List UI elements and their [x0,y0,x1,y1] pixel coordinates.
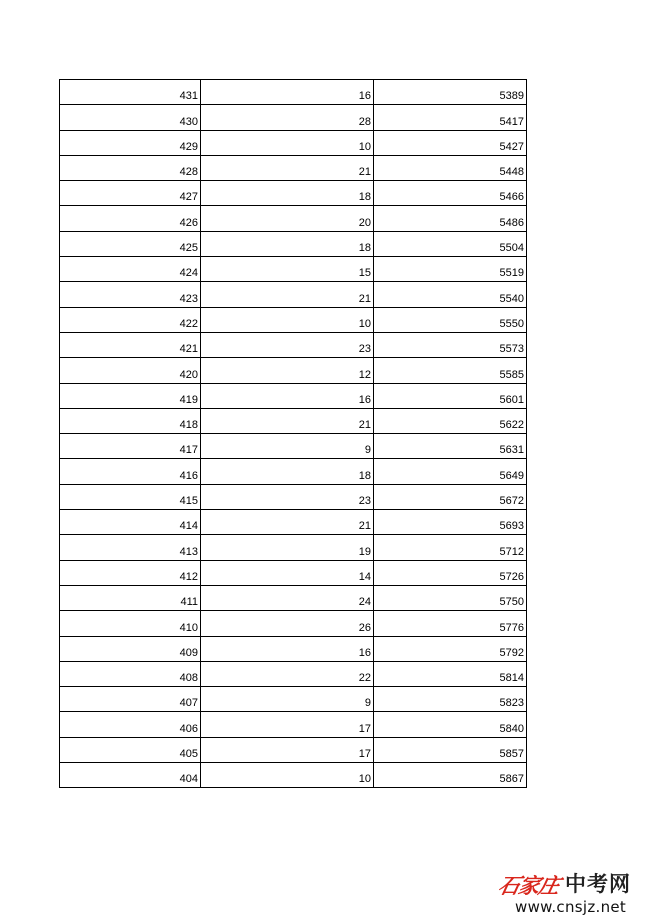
table-row [60,687,527,712]
table-row [60,434,527,459]
score-cell: 416 [60,459,201,484]
score-cell: 418 [60,408,201,433]
count-cell: 10 [201,130,374,155]
cumulative-cell: 5814 [374,661,527,686]
count-cell: 19 [201,535,374,560]
count-cell: 16 [201,636,374,661]
table-row [60,636,527,661]
table-row [60,712,527,737]
table-row [60,80,527,105]
cumulative-cell: 5417 [374,105,527,130]
cumulative-cell: 5672 [374,484,527,509]
score-cell: 425 [60,231,201,256]
table-row [60,130,527,155]
cumulative-cell: 5750 [374,585,527,610]
score-cell: 424 [60,257,201,282]
table-row [60,155,527,180]
count-cell: 21 [201,510,374,535]
score-cell: 420 [60,358,201,383]
count-cell: 28 [201,105,374,130]
cumulative-cell: 5540 [374,282,527,307]
count-cell: 24 [201,585,374,610]
table-row [60,332,527,357]
score-cell: 412 [60,560,201,585]
count-cell: 12 [201,358,374,383]
score-cell: 408 [60,661,201,686]
cumulative-cell: 5504 [374,231,527,256]
score-cell: 427 [60,181,201,206]
score-cell: 407 [60,687,201,712]
cumulative-cell: 5519 [374,257,527,282]
watermark-script-text: 石家庄 [496,873,562,898]
cumulative-cell: 5712 [374,535,527,560]
table-row [60,661,527,686]
count-cell: 21 [201,155,374,180]
cumulative-cell: 5823 [374,687,527,712]
count-cell: 21 [201,282,374,307]
count-cell: 9 [201,434,374,459]
table-row [60,383,527,408]
score-cell: 409 [60,636,201,661]
cumulative-cell: 5389 [374,80,527,105]
cumulative-cell: 5792 [374,636,527,661]
score-cell: 422 [60,307,201,332]
table-row [60,307,527,332]
table-row [60,257,527,282]
score-cell: 419 [60,383,201,408]
count-cell: 17 [201,737,374,762]
cumulative-cell: 5622 [374,408,527,433]
count-cell: 16 [201,80,374,105]
table-row [60,611,527,636]
cumulative-cell: 5840 [374,712,527,737]
score-cell: 414 [60,510,201,535]
score-cell: 431 [60,80,201,105]
cumulative-cell: 5448 [374,155,527,180]
cumulative-cell: 5427 [374,130,527,155]
count-cell: 23 [201,332,374,357]
table-row [60,510,527,535]
cumulative-cell: 5486 [374,206,527,231]
watermark-site-name: 中考网 [565,872,631,896]
cumulative-cell: 5693 [374,510,527,535]
score-cell: 430 [60,105,201,130]
cumulative-cell: 5550 [374,307,527,332]
score-cell: 417 [60,434,201,459]
score-cell: 421 [60,332,201,357]
table-body [60,80,527,788]
table-row [60,535,527,560]
cumulative-cell: 5631 [374,434,527,459]
count-cell: 23 [201,484,374,509]
score-cell: 415 [60,484,201,509]
count-cell: 17 [201,712,374,737]
score-cell: 411 [60,585,201,610]
table-row [60,585,527,610]
count-cell: 20 [201,206,374,231]
count-cell: 18 [201,231,374,256]
score-cell: 404 [60,763,201,788]
count-cell: 14 [201,560,374,585]
watermark-logo [496,872,649,898]
cumulative-cell: 5776 [374,611,527,636]
score-cell: 423 [60,282,201,307]
score-cell: 413 [60,535,201,560]
table-row [60,484,527,509]
table-row [60,358,527,383]
site-watermark [496,872,649,918]
table-row [60,282,527,307]
count-cell: 18 [201,459,374,484]
cumulative-cell: 5601 [374,383,527,408]
table-row [60,459,527,484]
table-row [60,206,527,231]
score-cell: 426 [60,206,201,231]
table-row [60,560,527,585]
table-row [60,737,527,762]
count-cell: 16 [201,383,374,408]
count-cell: 10 [201,307,374,332]
count-cell: 10 [201,763,374,788]
score-cell: 429 [60,130,201,155]
score-cell: 406 [60,712,201,737]
cumulative-cell: 5573 [374,332,527,357]
score-cell: 410 [60,611,201,636]
cumulative-cell: 5726 [374,560,527,585]
cumulative-cell: 5857 [374,737,527,762]
count-cell: 21 [201,408,374,433]
count-cell: 15 [201,257,374,282]
score-cell: 405 [60,737,201,762]
cumulative-cell: 5867 [374,763,527,788]
table-row [60,408,527,433]
count-cell: 18 [201,181,374,206]
table-row [60,181,527,206]
count-cell: 22 [201,661,374,686]
score-cell: 428 [60,155,201,180]
cumulative-cell: 5466 [374,181,527,206]
table-row [60,231,527,256]
score-table [59,79,527,788]
cumulative-cell: 5585 [374,358,527,383]
count-cell: 9 [201,687,374,712]
table-row [60,105,527,130]
table-row [60,763,527,788]
cumulative-cell: 5649 [374,459,527,484]
watermark-url: www.cnsjz.net [515,898,627,916]
count-cell: 26 [201,611,374,636]
